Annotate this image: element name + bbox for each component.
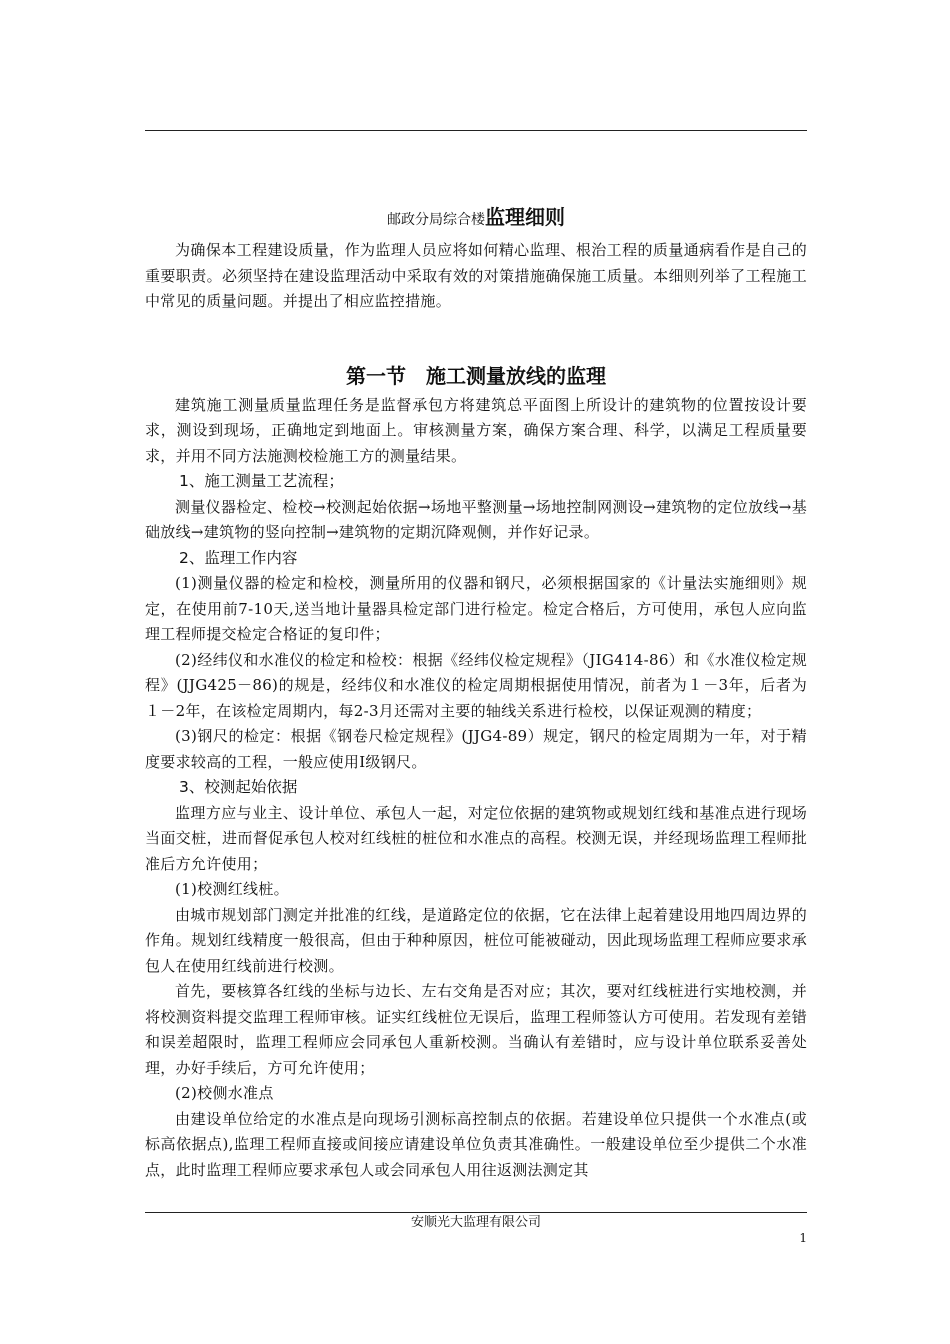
page-number: 1	[799, 1231, 807, 1245]
page-content	[145, 202, 807, 1183]
heading-3-text: 监理方应与业主、设计单位、承包人一起，对定位依据的建筑物或规划红线和基准点进行现场当面交桩，进而督促承包人校对红线桩的桩位和水准点的高程。校测无误，并经现场监理工程师批准后方允许使用；	[145, 803, 807, 873]
footer-rule	[145, 1212, 807, 1213]
heading-3-item-1-title: (1)校测红线桩。	[175, 880, 289, 898]
document-title-prefix: 邮政分局综合楼	[387, 212, 485, 228]
heading-1: 1、施工测量工艺流程；	[179, 472, 344, 490]
header-rule	[145, 130, 807, 131]
section-title: 第一节 施工测量放线的监理	[346, 363, 606, 388]
section-intro-paragraph: 建筑施工测量质量监理任务是监督承包方将建筑总平面图上所设计的建筑物的位置按设计要求，测设到现场，正确地定到地面上。审核测量方案，确保方案合理、科学，以满足工程质量要求，并用不同方法施测校检施工方的测量结果。	[145, 395, 807, 465]
heading-2-item-1: (1)测量仪器的检定和检校，测量所用的仪器和钢尺，必须根据国家的《计量法实施细则》规定，在使用前7-10天,送当地计量器具检定部门进行检定。检定合格后，方可使用，承包人应向监理工程师提交检定合格证的复印件；	[145, 574, 807, 643]
heading-3: 3、校测起始依据	[179, 778, 298, 796]
heading-2: 2、监理工作内容	[179, 548, 298, 567]
spacer	[145, 315, 807, 361]
heading-3-item-2-title: (2)校侧水准点	[175, 1084, 274, 1102]
heading-3-item-1-paragraph-1: 由城市规划部门测定并批准的红线，是道路定位的依据，它在法律上起着建设用地四周边界的作角。规划红线精度一般很高，但由于种种原因，桩位可能被碰动，因此现场监理工程师应要求承包人在使用红线前进行校测。	[145, 905, 807, 975]
footer-company: 安顺光大监理有限公司	[410, 1215, 541, 1230]
heading-2-item-3: (3)钢尺的检定：根据《钢卷尺检定规程》(JJG4-89）规定，钢尺的检定周期为一年，对于精度要求较高的工程，一般应使用I级钢尺。	[145, 727, 807, 771]
heading-3-item-1-paragraph-2: 首先，要核算各红线的坐标与边长、左右交角是否对应；其次，要对红线桩进行实地校测，并将校测资料提交监理工程师审核。证实红线桩位无误后，监理工程师签认方可使用。若发现有差错和误差超限时，监理工程师应会同承包人重新校测。当确认有差错时，应与设计单位联系妥善处理，办好手续后，方可允许使用；	[145, 982, 807, 1077]
heading-1-text: 测量仪器检定、检校→校测起始依据→场地平整测量→场地控制网测设→建筑物的定位放线→基础放线→建筑物的竖向控制→建筑物的定期沉降观侧，并作好记录。	[145, 497, 807, 541]
heading-3-item-2-paragraph-1: 由建设单位给定的水准点是向现场引测标高控制点的依据。若建设单位只提供一个水准点(或标高依据点),监理工程师直接或间接应请建设单位负责其准确性。一般建设单位至少提供二个水准点，此时监理工程师应要求承包人或会同承包人用往返测法测定其	[145, 1109, 807, 1179]
heading-2-item-2: (2)经纬仪和水准仪的检定和检校：根据《经纬仪检定规程》（JIG414-86）和《水准仪检定规程》(JJG425－86)的规是，经纬仪和水准仪的检定周期根据使用情况，前者为１－3年，后者为１－2年，在该检定周期内，每2-3月还需对主要的轴线关系进行检校，以保证观测的精度；	[145, 650, 807, 720]
intro-paragraph: 为确保本工程建设质量，作为监理人员应将如何精心监理、根治工程的质量通病看作是自己的重要职责。必须坚持在建设监理活动中采取有效的对策措施确保施工质量。本细则列举了工程施工中常见的质量问题。并提出了相应监控措施。	[145, 241, 807, 310]
document-title	[145, 202, 807, 232]
document-title-main: 监理细则	[485, 205, 565, 229]
